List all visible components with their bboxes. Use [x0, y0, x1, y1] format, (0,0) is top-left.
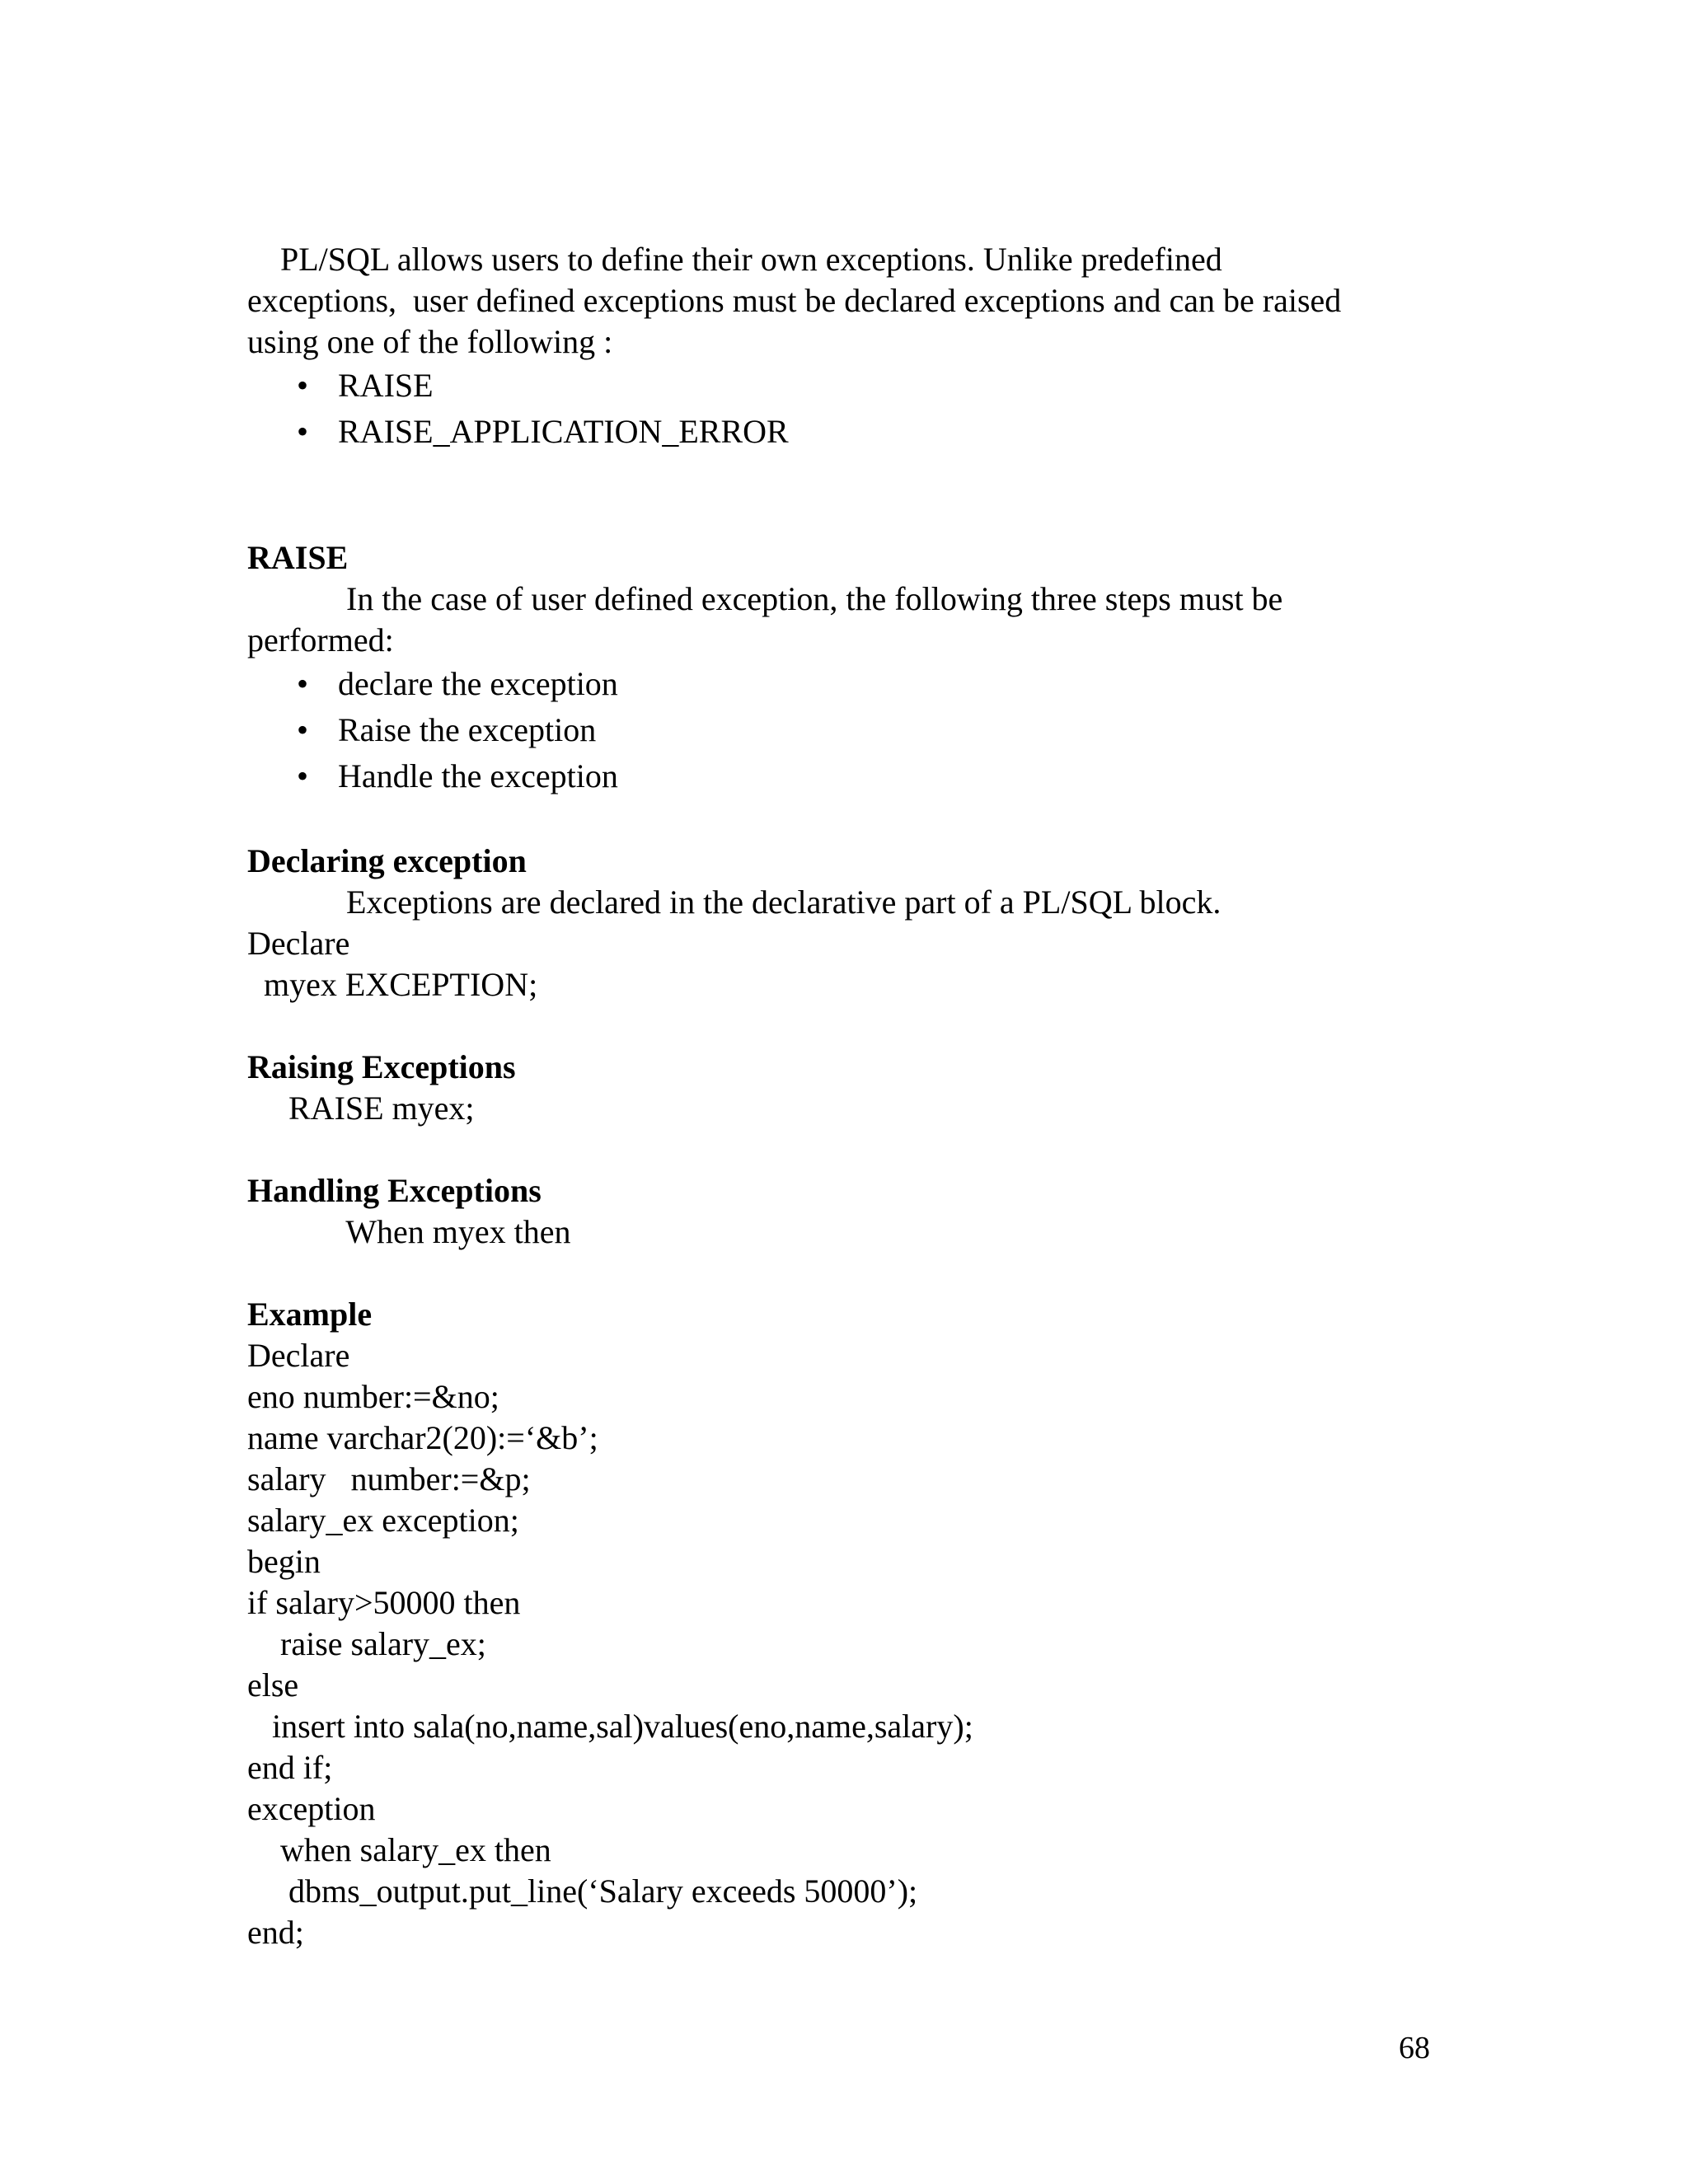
- section-heading: Example: [247, 1296, 373, 1333]
- code-line: Declare: [247, 1337, 350, 1374]
- handling-line: When myex then: [247, 1213, 571, 1250]
- bullet-icon: •: [296, 665, 308, 702]
- intro-line: PL/SQL allows users to define their own exceptions. Unlike predefined: [247, 241, 1222, 278]
- section-heading: Raising Exceptions: [247, 1048, 516, 1085]
- declaring-line: Declare: [247, 925, 350, 962]
- list-item-label: RAISE: [338, 367, 434, 404]
- declaring-line: myex EXCEPTION;: [247, 966, 538, 1003]
- handling-section: [247, 1170, 1442, 1253]
- code-line: salary number:=&p;: [247, 1460, 531, 1497]
- declaring-line: Exceptions are declared in the declarative part of a PL/SQL block.: [247, 883, 1221, 921]
- raise-section: [247, 537, 1442, 661]
- code-line: name varchar2(20):=‘&b’;: [247, 1419, 598, 1456]
- code-line: end;: [247, 1914, 304, 1951]
- code-line: else: [247, 1666, 299, 1704]
- code-line: salary_ex exception;: [247, 1502, 519, 1539]
- bullet-icon: •: [296, 413, 308, 450]
- code-line: eno number:=&no;: [247, 1378, 499, 1415]
- declaring-section: [247, 841, 1442, 1005]
- intro-line: exceptions, user defined exceptions must be declared exceptions and can be raised: [247, 282, 1342, 319]
- raise-line: In the case of user defined exception, the following three steps must be: [247, 580, 1283, 617]
- section-heading: Handling Exceptions: [247, 1172, 542, 1209]
- page-number: 68: [1399, 2031, 1430, 2065]
- section-heading: RAISE: [247, 539, 349, 576]
- code-line: if salary>50000 then: [247, 1584, 521, 1621]
- code-line: insert into sala(no,name,sal)values(eno,name,salary);: [247, 1708, 973, 1745]
- code-line: end if;: [247, 1749, 333, 1786]
- bullet-icon: •: [296, 711, 308, 748]
- list-item-label: declare the exception: [338, 665, 618, 702]
- list-item-label: Handle the exception: [338, 757, 618, 794]
- code-line: when salary_ex then: [247, 1831, 551, 1868]
- list-item-label: Raise the exception: [338, 711, 597, 748]
- code-line: begin: [247, 1543, 321, 1580]
- intro-paragraph: [247, 239, 1442, 363]
- intro-bullet-list: [247, 363, 1401, 455]
- code-line: exception: [247, 1790, 376, 1827]
- list-item: [247, 753, 1401, 799]
- intro-line: using one of the following :: [247, 323, 613, 360]
- raise-line: performed:: [247, 621, 394, 658]
- section-heading: Declaring exception: [247, 842, 527, 879]
- raising-line: RAISE myex;: [247, 1090, 475, 1127]
- bullet-icon: •: [296, 757, 308, 794]
- bullet-icon: •: [296, 367, 308, 404]
- list-item: [247, 363, 1401, 409]
- list-item-label: RAISE_APPLICATION_ERROR: [338, 413, 789, 450]
- raising-section: [247, 1047, 1442, 1129]
- list-item: [247, 661, 1401, 707]
- code-line: dbms_output.put_line(‘Salary exceeds 50000’);: [247, 1872, 918, 1910]
- list-item: [247, 409, 1401, 455]
- raise-bullet-list: [247, 661, 1401, 799]
- code-line: raise salary_ex;: [247, 1625, 486, 1662]
- list-item: [247, 707, 1401, 753]
- example-section: [247, 1294, 1442, 1953]
